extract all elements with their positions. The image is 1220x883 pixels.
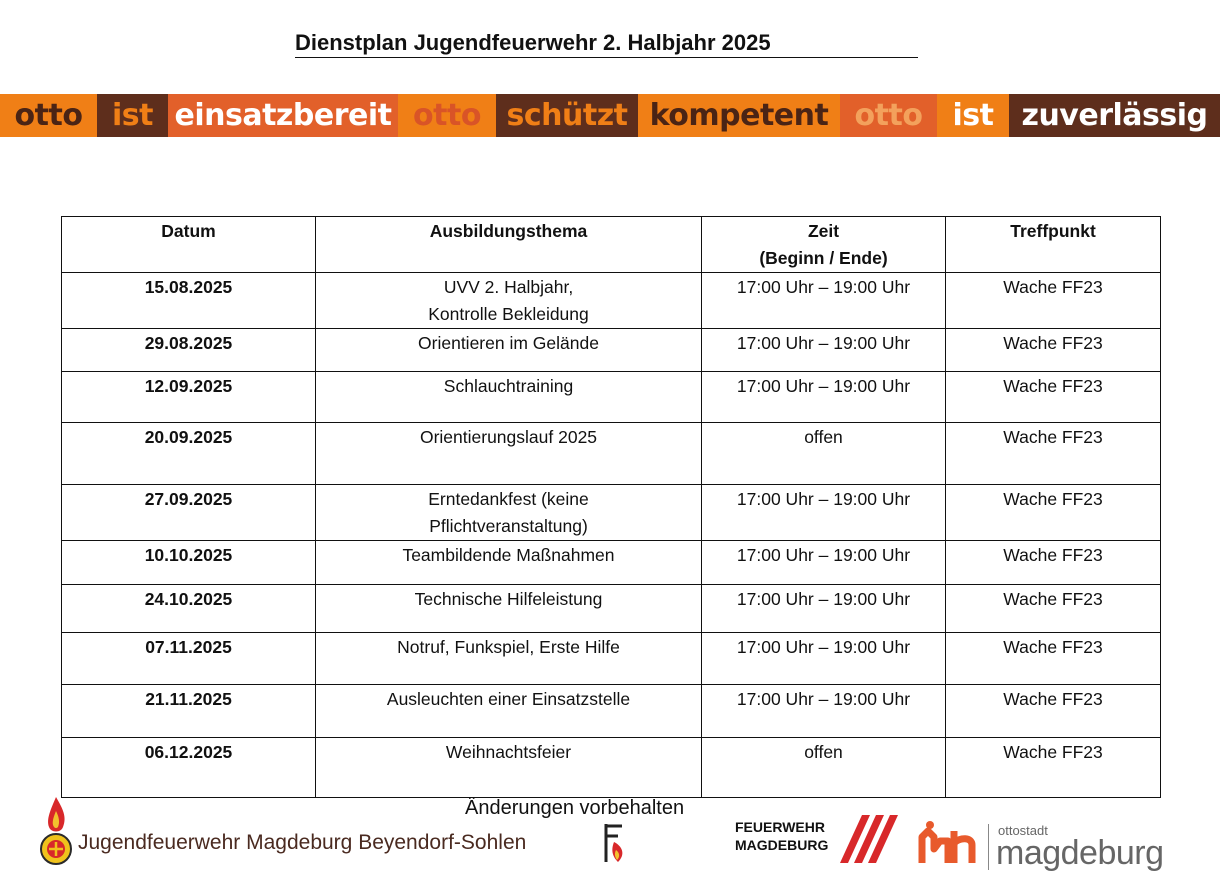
table-row: [62, 423, 1161, 485]
cell-ausbildungsthema: [316, 423, 702, 485]
cell-zeit: 17:00 Uhr – 19:00 Uhr: [702, 633, 946, 685]
magdeburg-rider-logo: [918, 815, 980, 867]
cell-ausbildungsthema: [316, 372, 702, 423]
cell-zeit: 17:00 Uhr – 19:00 Uhr: [702, 685, 946, 738]
header-zeit: [702, 217, 946, 273]
feuerwehr-line1: FEUERWEHR: [735, 819, 825, 835]
banner-segment: schützt: [496, 94, 638, 137]
slogan-banner: [0, 94, 1220, 137]
cell-zeit: 17:00 Uhr – 19:00 Uhr: [702, 485, 946, 541]
magdeburg-divider: [988, 824, 989, 870]
cell-ausbildungsthema: [316, 273, 702, 329]
banner-segment: zuverlässig: [1009, 94, 1220, 137]
cell-ausbildungsthema: [316, 738, 702, 798]
cell-treffpunkt: Wache FF23: [946, 423, 1161, 485]
cell-zeit: offen: [702, 738, 946, 798]
cell-datum: 15.08.2025: [62, 273, 316, 329]
header-ausbildungsthema: Ausbildungsthema: [316, 217, 702, 273]
banner-segment: ist: [97, 94, 168, 137]
banner-segment: einsatzbereit: [168, 94, 398, 137]
cell-ausbildungsthema: [316, 685, 702, 738]
cell-treffpunkt: Wache FF23: [946, 372, 1161, 423]
table-header-row: [62, 217, 1161, 273]
thema-line: Technische Hilfeleistung: [414, 589, 603, 609]
table-row: [62, 738, 1161, 798]
cell-datum: 07.11.2025: [62, 633, 316, 685]
cell-zeit: 17:00 Uhr – 19:00 Uhr: [702, 329, 946, 372]
cell-datum: 21.11.2025: [62, 685, 316, 738]
cell-zeit: 17:00 Uhr – 19:00 Uhr: [702, 372, 946, 423]
thema-line: UVV 2. Halbjahr,: [443, 277, 574, 297]
thema-line: Erntedankfest (keine: [428, 489, 589, 509]
banner-segment: otto: [0, 94, 97, 137]
cell-ausbildungsthema: [316, 485, 702, 541]
banner-segment: otto: [840, 94, 937, 137]
cell-datum: 29.08.2025: [62, 329, 316, 372]
cell-treffpunkt: Wache FF23: [946, 485, 1161, 541]
thema-line: Schlauchtraining: [443, 376, 574, 396]
changes-note: Änderungen vorbehalten: [465, 797, 685, 819]
cell-datum: 20.09.2025: [62, 423, 316, 485]
thema-line: Orientieren im Gelände: [418, 333, 599, 353]
feuerwehr-emblem-icon: [596, 822, 632, 864]
cell-treffpunkt: Wache FF23: [946, 585, 1161, 633]
cell-treffpunkt: Wache FF23: [946, 633, 1161, 685]
feuerwehr-stripes-logo: [838, 813, 906, 865]
title-underline: [295, 57, 918, 58]
cell-treffpunkt: Wache FF23: [946, 685, 1161, 738]
cell-zeit: 17:00 Uhr – 19:00 Uhr: [702, 273, 946, 329]
header-zeit-line1: Zeit: [807, 221, 840, 241]
table-row: [62, 372, 1161, 423]
thema-line: Weihnachtsfeier: [445, 742, 572, 762]
thema-line: Teambildende Maßnahmen: [402, 545, 615, 565]
thema-line: Notruf, Funkspiel, Erste Hilfe: [397, 637, 620, 657]
feuerwehr-magdeburg-wordmark: [735, 818, 828, 854]
cell-datum: 24.10.2025: [62, 585, 316, 633]
duty-schedule-table: [61, 216, 1161, 798]
header-zeit-line2: (Beginn / Ende): [759, 248, 888, 268]
header-datum: Datum: [62, 217, 316, 273]
cell-ausbildungsthema: [316, 585, 702, 633]
feuerwehr-line2: MAGDEBURG: [735, 837, 829, 853]
jugendfeuerwehr-name: Jugendfeuerwehr Magdeburg Beyendorf-Sohlen: [78, 831, 527, 854]
cell-datum: 27.09.2025: [62, 485, 316, 541]
thema-line: Ausleuchten einer Einsatzstelle: [386, 689, 631, 709]
cell-treffpunkt: Wache FF23: [946, 273, 1161, 329]
cell-treffpunkt: Wache FF23: [946, 541, 1161, 585]
table-row: [62, 485, 1161, 541]
magdeburg-label: magdeburg: [996, 834, 1164, 872]
table-row: [62, 585, 1161, 633]
cell-ausbildungsthema: [316, 633, 702, 685]
cell-datum: 12.09.2025: [62, 372, 316, 423]
ottostadt-label: ottostadt: [998, 823, 1048, 838]
cell-ausbildungsthema: [316, 541, 702, 585]
table-row: [62, 685, 1161, 738]
cell-zeit: offen: [702, 423, 946, 485]
table-row: [62, 541, 1161, 585]
table-row: [62, 273, 1161, 329]
jugendfeuerwehr-logo: [37, 795, 75, 875]
cell-treffpunkt: Wache FF23: [946, 738, 1161, 798]
banner-segment: kompetent: [638, 94, 840, 137]
cell-treffpunkt: Wache FF23: [946, 329, 1161, 372]
table-row: [62, 633, 1161, 685]
cell-zeit: 17:00 Uhr – 19:00 Uhr: [702, 541, 946, 585]
thema-line: Orientierungslauf 2025: [419, 427, 598, 447]
page-title: Dienstplan Jugendfeuerwehr 2. Halbjahr 2025: [295, 30, 771, 55]
header-treffpunkt: Treffpunkt: [946, 217, 1161, 273]
thema-line: Pflichtveranstaltung): [429, 516, 588, 536]
thema-line: Kontrolle Bekleidung: [428, 304, 589, 324]
banner-segment: otto: [398, 94, 496, 137]
cell-zeit: 17:00 Uhr – 19:00 Uhr: [702, 585, 946, 633]
banner-segment: ist: [937, 94, 1009, 137]
cell-datum: 10.10.2025: [62, 541, 316, 585]
table-row: [62, 329, 1161, 372]
cell-ausbildungsthema: [316, 329, 702, 372]
cell-datum: 06.12.2025: [62, 738, 316, 798]
